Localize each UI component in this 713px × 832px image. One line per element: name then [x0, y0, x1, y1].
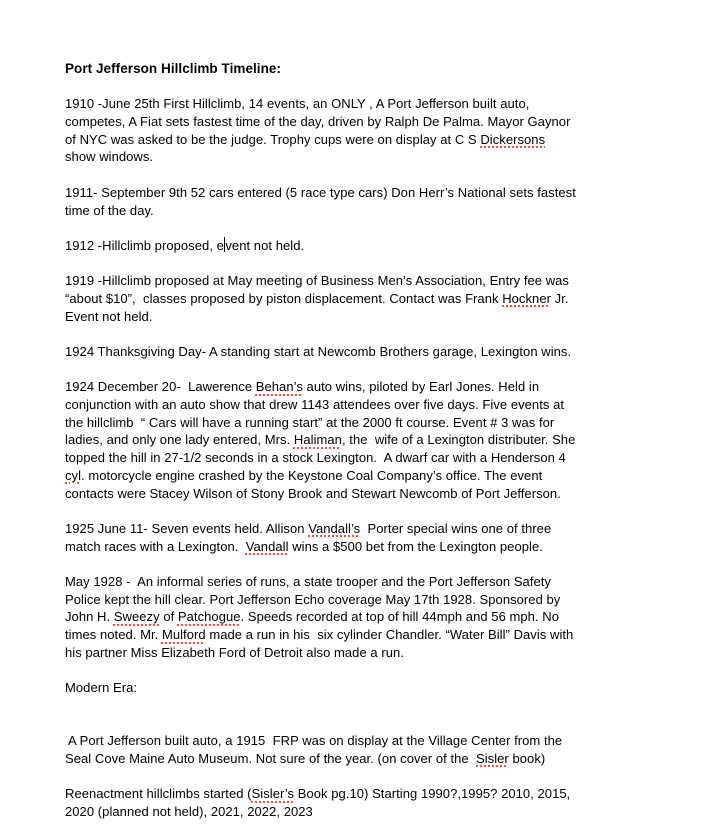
text-line-entry-1924-december-7[interactable]: [65, 485, 695, 503]
text-line-modern-era-heading-1[interactable]: [65, 679, 695, 697]
text-line-entry-1924-december-1[interactable]: [65, 378, 695, 396]
paragraph-entry-1924-december: [65, 378, 695, 520]
misspelled-word[interactable]: Behan’s: [255, 379, 303, 395]
text-segment: Event not held.: [65, 308, 153, 324]
blank-line[interactable]: [65, 714, 695, 732]
blank-line[interactable]: [65, 361, 695, 379]
misspelled-word[interactable]: Vandall: [245, 538, 289, 554]
text-line-entry-may-1928-4[interactable]: [65, 626, 695, 644]
text-segment: ladies, and only one lady entered, Mrs.: [65, 432, 294, 448]
text-line-entry-1911-2[interactable]: [65, 202, 695, 220]
text-line-entry-1924-december-5[interactable]: [65, 449, 695, 467]
text-line-entry-1910-1[interactable]: [65, 95, 695, 113]
paragraph-modern-era-heading: [65, 679, 695, 732]
blank-line[interactable]: [65, 219, 695, 237]
text-segment: times noted. Mr.: [65, 627, 162, 642]
text-line-entry-may-1928-5[interactable]: [65, 644, 695, 662]
paragraph-title: [65, 60, 695, 95]
text-segment: Seal Cove Maine Auto Museum. Not sure of the year. (on cover of the: [65, 750, 476, 766]
text-segment: Book pg.10) Starting 1990?,1995? 2010, 2015,: [294, 786, 571, 802]
text-segment: competes, A Fiat sets fastest time of the day, driven by Ralph De Palma. Mayor Gaynor: [65, 114, 571, 130]
text-segment: of: [159, 609, 178, 625]
text-segment: conjunction with an auto show that drew 1143 attendees over five days. Five events at: [65, 397, 565, 413]
paragraph-entry-1924-thanksgiving: [65, 343, 695, 378]
paragraph-entry-may-1928: [65, 573, 695, 679]
blank-line[interactable]: [65, 697, 695, 715]
text-segment: time of the day.: [65, 202, 154, 218]
misspelled-word[interactable]: Sisler’s: [251, 786, 295, 802]
paragraph-entry-1919: [65, 272, 695, 343]
misspelled-word[interactable]: Dickersons: [480, 131, 546, 147]
blank-line[interactable]: [65, 502, 695, 520]
misspelled-word[interactable]: cyl: [65, 467, 82, 483]
text-segment: Reenactment hillclimbs started (: [65, 786, 252, 802]
blank-line[interactable]: [65, 768, 695, 786]
text-segment: 1924 December 20- Lawerence: [65, 379, 256, 395]
text-line-entry-may-1928-1[interactable]: [65, 573, 695, 591]
text-segment: Port Jefferson Hillclimb Timeline:: [65, 61, 281, 76]
text-segment: “about $10”, classes proposed by piston displacement. Contact was Frank: [65, 290, 503, 306]
text-line-entry-1924-december-3[interactable]: [65, 414, 695, 432]
text-line-entry-1924-thanksgiving-1[interactable]: [65, 343, 695, 361]
misspelled-word[interactable]: Hockner: [502, 290, 551, 306]
paragraph-entry-1912: [65, 237, 695, 272]
text-line-entry-1919-2[interactable]: [65, 290, 695, 308]
text-line-entry-1925-1[interactable]: [65, 520, 695, 538]
text-line-entry-1919-3[interactable]: [65, 308, 695, 326]
text-segment: . motorcycle engine crashed by the Keystone Coal Company’s office. The event: [81, 467, 543, 483]
text-segment: the hillclimb “ Cars will have a running start” at the 2000 ft course. Event # 3 was for: [65, 414, 555, 430]
text-segment: Porter special wins one of three: [360, 520, 552, 536]
blank-line[interactable]: [65, 78, 695, 96]
text-segment: 1924 Thanksgiving Day- A standing start at Newcomb Brothers garage, Lexington wins.: [65, 344, 572, 359]
misspelled-word[interactable]: Sisler: [476, 750, 509, 766]
paragraph-entry-1925: [65, 520, 695, 573]
text-line-entry-reenactment-1[interactable]: [65, 785, 695, 803]
text-segment: A Port Jefferson built auto, a 1915 FRP was on display at the Village Center from the: [65, 733, 563, 749]
text-line-entry-may-1928-2[interactable]: [65, 591, 695, 609]
misspelled-word[interactable]: Sweezy: [113, 609, 160, 625]
text-segment: Modern Era:: [65, 680, 138, 696]
text-segment: Jr.: [550, 290, 569, 306]
document-text-area[interactable]: [65, 60, 695, 821]
text-line-entry-1924-december-4[interactable]: [65, 431, 695, 449]
misspelled-word[interactable]: Haliman: [293, 432, 342, 448]
blank-line[interactable]: [65, 555, 695, 573]
text-segment: 1912 -Hillclimb proposed, e: [65, 237, 224, 253]
text-line-entry-1912-1[interactable]: [65, 237, 695, 255]
text-segment: , the wife of a Lexington distributer. She: [341, 432, 576, 448]
text-line-entry-1924-december-6[interactable]: [65, 467, 695, 485]
misspelled-word[interactable]: Mulford: [161, 627, 206, 642]
paragraph-entry-1911: [65, 184, 695, 237]
text-segment: contacts were Stacey Wilson of Stony Brook and Stewart Newcomb of Port Jefferson.: [65, 485, 561, 501]
text-line-entry-1924-december-2[interactable]: [65, 396, 695, 414]
text-line-entry-reenactment-2[interactable]: [65, 803, 695, 821]
text-line-entry-frp-display-2[interactable]: [65, 750, 695, 768]
text-segment: Police kept the hill clear. Port Jefferson Echo coverage May 17th 1928. Sponsored by: [65, 591, 561, 607]
text-segment: 2020 (planned not held), 2021, 2022, 2023: [65, 803, 313, 819]
blank-line[interactable]: [65, 325, 695, 343]
text-segment: match races with a Lexington.: [65, 538, 246, 554]
text-line-entry-1910-4[interactable]: [65, 148, 695, 166]
text-line-entry-frp-display-1[interactable]: [65, 732, 695, 750]
paragraph-entry-frp-display: [65, 732, 695, 785]
text-segment: John H.: [65, 609, 114, 625]
text-segment: 1910 -June 25th First Hillclimb, 14 events, an ONLY , A Port Jefferson built auto,: [65, 96, 530, 112]
misspelled-word[interactable]: Patchogue: [177, 609, 241, 625]
text-segment: made a run in his six cylinder Chandler. “Water Bill” Davis with: [205, 627, 574, 642]
text-line-entry-may-1928-3[interactable]: [65, 608, 695, 626]
text-segment: topped the hill in 27-1/2 seconds in a stock Lexington. A dwarf car with a Henderson 4: [65, 450, 566, 466]
blank-line[interactable]: [65, 166, 695, 184]
paragraph-entry-reenactment: [65, 785, 695, 820]
text-segment: 1925 June 11- Seven events held. Allison: [65, 520, 309, 536]
text-segment: wins a $500 bet from the Lexington people.: [288, 538, 543, 554]
text-segment: auto wins, piloted by Earl Jones. Held in: [302, 379, 540, 395]
text-segment: 1919 -Hillclimb proposed at May meeting of Business Men’s Association, Entry fee was: [65, 273, 569, 289]
text-line-title-1[interactable]: [65, 60, 695, 78]
text-line-entry-1910-3[interactable]: [65, 131, 695, 149]
text-segment: . Speeds recorded at top of hill 44mph and 56 mph. No: [240, 609, 560, 625]
text-segment: vent not held.: [225, 237, 305, 253]
paragraph-entry-1910: [65, 95, 695, 183]
text-line-entry-1925-2[interactable]: [65, 538, 695, 556]
misspelled-word[interactable]: Vandall’s: [308, 520, 361, 536]
text-segment: book): [508, 750, 546, 766]
blank-line[interactable]: [65, 255, 695, 273]
text-line-entry-1910-2[interactable]: [65, 113, 695, 131]
text-segment: his partner Miss Elizabeth Ford of Detroit also made a run.: [65, 644, 404, 660]
text-line-entry-1919-1[interactable]: [65, 272, 695, 290]
blank-line[interactable]: [65, 661, 695, 679]
text-segment: May 1928 - An informal series of runs, a state trooper and the Port Jefferson Safety: [65, 573, 551, 589]
text-segment: show windows.: [65, 149, 154, 165]
text-line-entry-1911-1[interactable]: [65, 184, 695, 202]
text-segment: of NYC was asked to be the judge. Trophy cups were on display at C S: [65, 131, 481, 147]
text-segment: 1911- September 9th 52 cars entered (5 race type cars) Don Herr’s National sets fastest: [65, 184, 576, 200]
